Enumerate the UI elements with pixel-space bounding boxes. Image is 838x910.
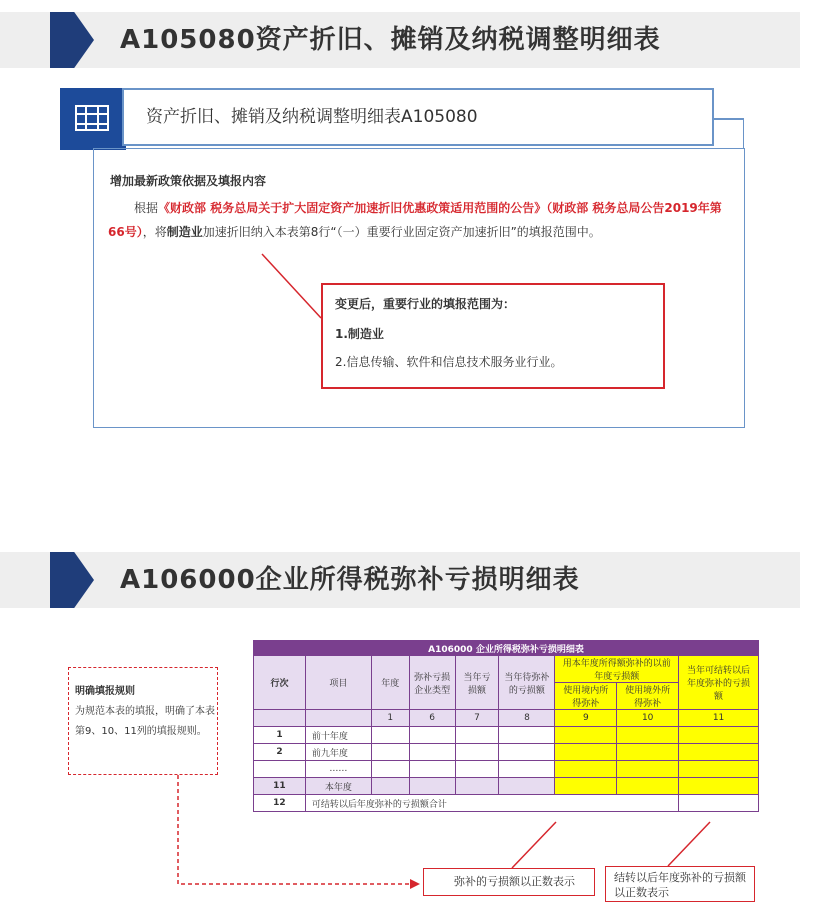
tab-connector-vertical <box>743 118 744 148</box>
col-header-item: 项目 <box>305 656 371 710</box>
row-item: 前十年度 <box>305 727 371 744</box>
rule-note-text: 为规范本表的填报，明确了本表第9、10、11列的填报规则。 <box>75 706 215 737</box>
row-item: 可结转以后年度弥补的亏损额合计 <box>305 795 678 812</box>
col-header-type: 弥补亏损企业类型 <box>409 656 455 710</box>
col-number: 10 <box>617 710 679 727</box>
section2-banner <box>0 552 800 608</box>
row-number <box>254 761 306 778</box>
section1-tab-label-box <box>122 88 714 146</box>
col-number: 1 <box>371 710 409 727</box>
callout-line-2: 1.制造业 <box>335 327 384 341</box>
row-item: 本年度 <box>305 778 371 795</box>
row-number: 11 <box>254 778 306 795</box>
rule-note-title: 明确填报规则 <box>75 686 135 697</box>
col-number: 7 <box>455 710 499 727</box>
para-suffix: 加速折旧纳入本表第8行“（一）重要行业固定资产加速折旧”的填报范围中。 <box>202 225 601 239</box>
col-number: 6 <box>409 710 455 727</box>
col-header-loss: 当年亏损额 <box>455 656 499 710</box>
row-item: …… <box>305 761 371 778</box>
row-number: 1 <box>254 727 306 744</box>
table-row <box>254 727 759 744</box>
table-row <box>254 744 759 761</box>
tab-connector <box>714 118 744 120</box>
section1-title: A105080资产折旧、摊销及纳税调整明细表 <box>120 25 661 55</box>
col-number: 9 <box>555 710 617 727</box>
row-number: 2 <box>254 744 306 761</box>
table-row-total <box>254 795 759 812</box>
callout-line-1: 变更后，重要行业的填报范围为： <box>335 297 516 311</box>
table-icon <box>60 88 126 150</box>
note-b-pointer <box>668 822 710 866</box>
col-number: 8 <box>499 710 555 727</box>
positive-loss-note-text: 弥补的亏损额以正数表示 <box>454 875 575 888</box>
arrow-head-icon <box>410 879 420 889</box>
col-header-carry: 当年可结转以后年度弥补的亏损额 <box>679 656 759 710</box>
carry-forward-note-text: 结转以后年度弥补的亏损额以正数表示 <box>614 871 746 899</box>
chevron-icon <box>50 552 94 608</box>
table-row <box>254 778 759 795</box>
section1-banner <box>0 12 800 68</box>
policy-reference: 《财政部 税务总局关于扩大固定资产加速折旧优惠政策适用范围的公告》（财政部 税务总局公告2019年第66号） <box>108 201 722 239</box>
rule-note-box <box>68 667 218 775</box>
section1-heading: 增加最新政策依据及填报内容 <box>110 174 267 188</box>
section1-paragraph <box>108 196 736 244</box>
chevron-icon <box>50 12 94 68</box>
change-callout <box>321 283 665 389</box>
col-header-hangci: 行次 <box>254 656 306 710</box>
callout-line-3: 2.信息传输、软件和信息技术服务业行业。 <box>335 355 563 369</box>
table-title: A106000 企业所得税弥补亏损明细表 <box>254 641 759 656</box>
col-header-pending: 当年待弥补的亏损额 <box>499 656 555 710</box>
row-item: 前九年度 <box>305 744 371 761</box>
para-mid: ，将 <box>142 225 167 239</box>
table-row <box>254 761 759 778</box>
note-a-pointer <box>512 822 556 868</box>
carry-forward-note <box>605 866 755 902</box>
col-header-group: 用本年度所得额弥补的以前年度亏损额 <box>555 656 679 683</box>
row-number: 12 <box>254 795 306 812</box>
col-header-year: 年度 <box>371 656 409 710</box>
section2-title: A106000企业所得税弥补亏损明细表 <box>120 565 580 595</box>
col-header-foreign: 使用境外所得弥补 <box>617 683 679 710</box>
loss-table <box>253 640 759 812</box>
section1-tab-label: 资产折旧、摊销及纳税调整明细表A105080 <box>146 107 478 127</box>
col-header-domestic: 使用境内所得弥补 <box>555 683 617 710</box>
col-number: 11 <box>679 710 759 727</box>
para-bold: 制造业 <box>166 225 203 239</box>
para-prefix: 根据 <box>134 201 159 215</box>
positive-loss-note <box>423 868 595 896</box>
